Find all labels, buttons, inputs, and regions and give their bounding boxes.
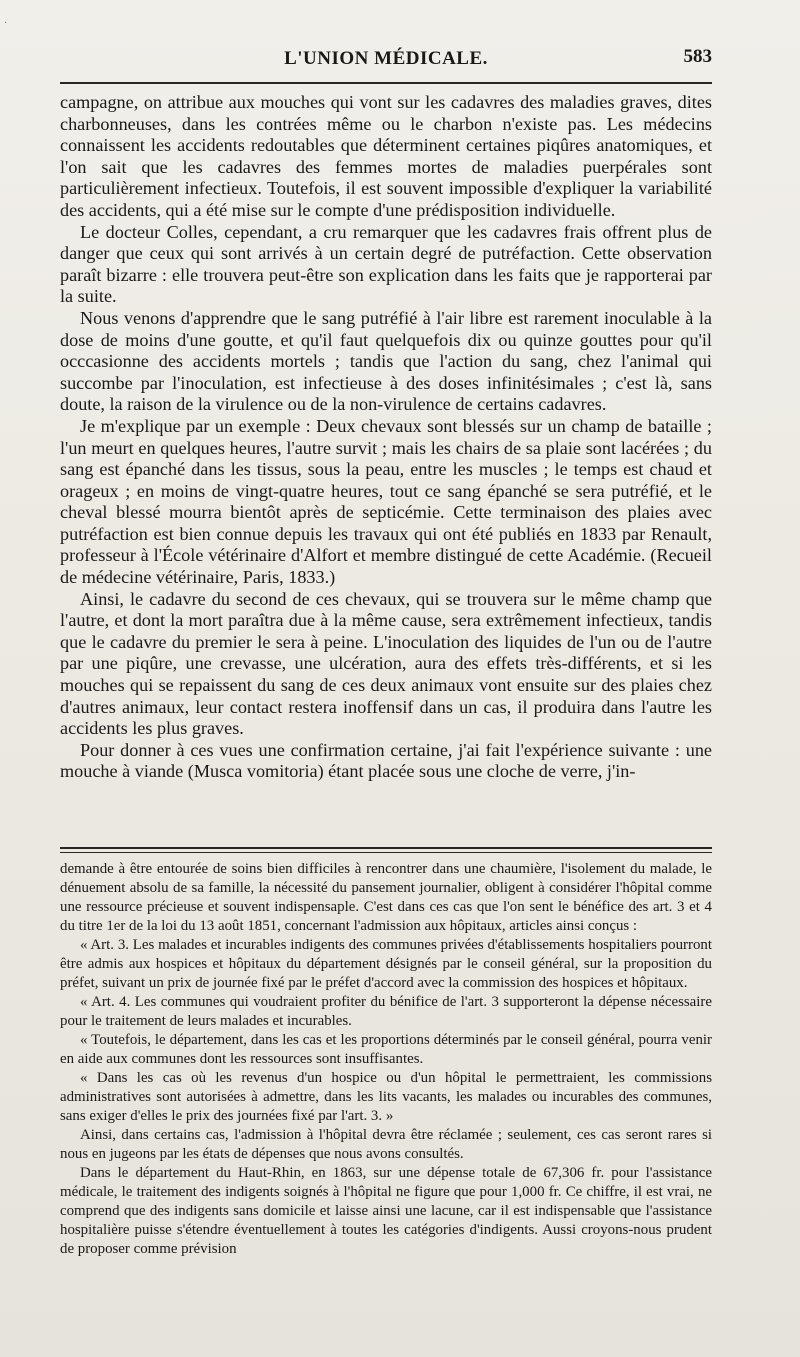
running-title: L'UNION MÉDICALE. xyxy=(284,48,488,69)
footnote-rule xyxy=(60,847,712,853)
footnote-paragraph: « Toutefois, le département, dans les cas et les proportions déterminés par le conseil général, pourra venir en aide aux communes dont les ressources sont insuffisantes. xyxy=(60,1032,712,1067)
footnotes xyxy=(60,860,712,1259)
footnote-paragraph: demande à être entourée de soins bien difficiles à rencontrer dans une chaumière, l'isolement du malade, le dénuement absolu de sa famille, la nécessité du pansement journalier, obligent à considérer l'hôpital comme une ressource précieuse et souvent indispensaple. C'est dans ces cas que l'on sent le bénéfice des art. 3 et 4 du titre 1er de la loi du 13 août 1851, concernant l'admission aux hôpitaux, articles ainsi conçus : xyxy=(60,861,712,934)
main-text xyxy=(60,92,712,783)
header-rule xyxy=(60,82,712,84)
footnote-paragraph: « Dans les cas où les revenus d'un hospice ou d'un hôpital le permettraient, les commissions administratives sont autorisées à admettre, dans les lits vacants, les malades ou incurables des communes, sans exiger d'elles le prix des journées fixé par l'art. 3. » xyxy=(60,1070,712,1124)
main-paragraph: Ainsi, le cadavre du second de ces chevaux, qui se trouvera sur le même champ que l'autre, et dont la mort paraîtra due à la même cause, sera extrêmement infectieux, tandis que le cadavre du premier le sera à peine. L'inoculation des liquides de l'un ou de l'autre par une piqûre, une crevasse, une ulcération, aura des effets très-différents, et si les mouches qui se repaissent du sang de ces deux animaux vont ensuite sur des plaies chez d'autres animaux, leur contact restera inoffensif dans un cas, il produira dans l'autre les accidents les plus graves. xyxy=(60,588,712,739)
main-paragraph: Le docteur Colles, cependant, a cru remarquer que les cadavres frais offrent plus de danger que ceux qui sont arrivés à un certain degré de putréfaction. Cette observation paraît bizarre : elle trouvera peut-être son explication dans les faits que je rapporterai par la suite. xyxy=(60,221,712,307)
corner-mark: · xyxy=(4,18,10,29)
footnote-paragraph: Dans le département du Haut-Rhin, en 1863, sur une dépense totale de 67,306 fr. pour l'assistance médicale, le traitement des indigents soignés à l'hôpital ne figure que pour 1,000 fr. Ce chiffre, il est vrai, ne comprend que des indigents sans domicile et laisse ainsi une lacune, car il est indispensable que l'assistance hospitalière puisse s'étendre éventuellement à toutes les catégories d'indigents. Aussi croyons-nous prudent de proposer comme prévision xyxy=(60,1165,712,1257)
page-header xyxy=(60,44,712,78)
main-paragraph: Nous venons d'apprendre que le sang putréfié à l'air libre est rarement inoculable à la dose de moins d'une goutte, et qu'il faut quelquefois dix ou quinze gouttes pour qu'il occcasionne des accidents mortels ; tandis que l'action du sang, chez l'animal qui succombe par l'inoculation, est infectieuse à des doses infinitésimales ; c'est là, sans doute, la raison de la virulence ou de la non-virulence de certains cadavres. xyxy=(60,307,712,415)
main-paragraph: Je m'explique par un exemple : Deux chevaux sont blessés sur un champ de bataille ; l'un meurt en quelques heures, l'autre survit ; mais les chairs de sa plaie sont lacérées ; du sang est épanché dans les tissus, sous la peau, entre les muscles ; le temps est chaud et orageux ; en moins de vingt-quatre heures, tout ce sang épanché se sera putréfié, et le cheval blessé mourra bientôt après de septicémie. Cette terminaison des plaies avec putréfaction est bien connue depuis les travaux qui ont été publiés en 1833 par Renault, professeur à l'École vétérinaire d'Alfort et membre distingué de cette Académie. (Recueil de médecine vétérinaire, Paris, 1833.) xyxy=(60,415,712,588)
footnote-paragraph: Ainsi, dans certains cas, l'admission à l'hôpital devra être réclamée ; seulement, ces cas seront rares si nous en jugeons par les états de dépenses que nous avons consultés. xyxy=(60,1127,712,1162)
main-paragraph: campagne, on attribue aux mouches qui vont sur les cadavres des maladies graves, dites charbonneuses, dans les contrées même ou le charbon n'existe pas. Les médecins connaissent les accidents redoutables que déterminent certaines piqûres anatomiques, et l'on sait que les cadavres des femmes mortes de maladies puerpérales sont particulièrement infectieux. Toutefois, il est souvent impossible d'expliquer la variabilité des accidents, qui a été mise sur le compte d'une prédisposition individuelle. xyxy=(60,92,712,220)
footnote-paragraph: « Art. 4. Les communes qui voudraient profiter du bénifice de l'art. 3 supporteront la dépense nécessaire pour le traitement de leurs malades et incurables. xyxy=(60,994,712,1029)
footnote-paragraph: « Art. 3. Les malades et incurables indigents des communes privées d'établissements hospitaliers pourront être admis aux hospices et hôpitaux du département désignés par le conseil général, sur la proposition du préfet, suivant un prix de journée fixé par le préfet d'accord avec la commission des hospices et hôpitaux. xyxy=(60,937,712,991)
page-number: 583 xyxy=(683,46,712,67)
main-paragraph: Pour donner à ces vues une confirmation certaine, j'ai fait l'expérience suivante : une mouche à viande (Musca vomitoria) étant placée sous une cloche de verre, j'in- xyxy=(60,739,712,782)
